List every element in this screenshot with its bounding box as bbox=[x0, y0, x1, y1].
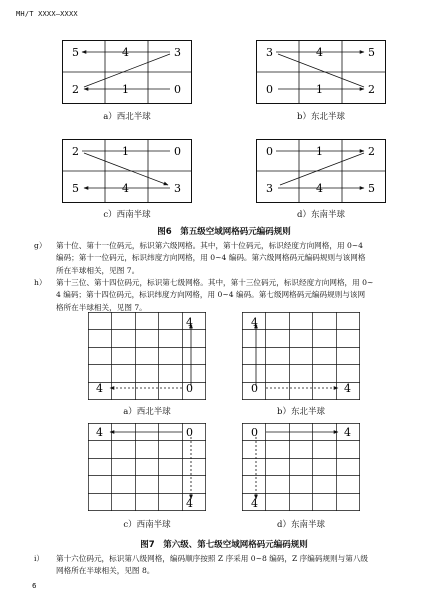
fig6-d-label-br: 5 bbox=[368, 182, 375, 195]
fig6-c-label-br: 3 bbox=[174, 182, 181, 195]
fig7-c-label-origin: 0 bbox=[186, 426, 193, 439]
fig7-d-grid-lines bbox=[242, 423, 360, 511]
document-header: MH/T XXXX—XXXX bbox=[16, 10, 78, 18]
fig7-d-label-right: 4 bbox=[344, 426, 351, 439]
fig7-a-label-left: 4 bbox=[96, 382, 103, 395]
paragraph-i bbox=[34, 553, 438, 578]
fig6-d-label-tr: 2 bbox=[368, 145, 375, 158]
paragraph-h bbox=[34, 277, 438, 314]
fig6-b-label-bc: 1 bbox=[316, 83, 323, 96]
fig7-panel-d-grid bbox=[242, 423, 360, 511]
figure7-title: 图7 第六级、第七级空域网格码元编码规则 bbox=[140, 540, 308, 550]
page-number: 6 bbox=[32, 582, 37, 590]
fig6-b-label-bl: 0 bbox=[266, 83, 273, 96]
fig7-b-label-top: 4 bbox=[251, 316, 258, 329]
fig6-panel-d-grid bbox=[256, 139, 386, 203]
fig7-panel-b-caption: b）东北半球 bbox=[277, 407, 325, 417]
fig6-d-label-tl: 0 bbox=[266, 145, 273, 158]
fig6-a-label-br: 0 bbox=[174, 83, 181, 96]
fig7-panel-c-caption: c）西南半球 bbox=[123, 520, 171, 530]
fig7-d-label-bottom: 4 bbox=[251, 497, 258, 510]
fig7-panel-b-grid bbox=[242, 312, 360, 400]
paragraph-g-line: 第十位、第十一位码元，标识第六级网格。其中，第十位码元，标识经度方向网格，用 0~4 bbox=[56, 241, 363, 250]
fig6-b-label-br: 2 bbox=[368, 83, 375, 96]
fig6-a-label-tl: 5 bbox=[72, 46, 79, 59]
fig6-a-label-bc: 1 bbox=[122, 83, 129, 96]
fig6-a-label-tc: 4 bbox=[122, 46, 129, 59]
fig7-panel-a-grid bbox=[88, 312, 206, 400]
fig6-panel-a-grid bbox=[62, 40, 192, 104]
fig6-b-label-tr: 5 bbox=[368, 46, 375, 59]
fig6-panel-b-grid bbox=[256, 40, 386, 104]
fig7-panel-c-grid bbox=[88, 423, 206, 511]
fig6-d-label-tc: 1 bbox=[316, 145, 323, 158]
paragraph-i-line: 第十六位码元，标识第八级网格，编码顺序按照 Z 序采用 0~8 编码，Z 序编码规则与第八级 bbox=[56, 554, 369, 563]
fig7-b-label-origin: 0 bbox=[251, 382, 258, 395]
fig6-panel-a-caption: a）西北半球 bbox=[103, 112, 151, 122]
figure6-title: 图6 第五级空域网格码元编码规则 bbox=[157, 227, 291, 237]
fig6-panel-c-grid bbox=[62, 139, 192, 203]
fig6-a-label-bl: 2 bbox=[72, 83, 79, 96]
fig6-b-label-tl: 3 bbox=[266, 46, 273, 59]
fig7-b-grid-lines bbox=[242, 312, 360, 400]
fig7-d-label-origin: 0 bbox=[251, 426, 258, 439]
fig7-c-label-bottom: 4 bbox=[186, 497, 193, 510]
fig7-a-label-origin: 0 bbox=[186, 382, 193, 395]
paragraph-g-label: g） bbox=[34, 241, 47, 250]
paragraph-g bbox=[34, 240, 438, 277]
paragraph-g-line: 编码；第十一位码元，标识纬度方向网格，用 0~4 编码。第六级网格码元编码规则与该网格 bbox=[56, 253, 366, 263]
fig6-c-label-tl: 2 bbox=[72, 145, 79, 158]
paragraph-i-label: i） bbox=[34, 554, 45, 563]
fig6-a-label-tr: 3 bbox=[174, 46, 181, 59]
fig6-d-label-bl: 3 bbox=[266, 182, 273, 195]
fig6-c-label-tc: 1 bbox=[122, 145, 129, 158]
fig7-panel-d-caption: d）东南半球 bbox=[277, 520, 325, 530]
paragraph-h-line: 第十三位、第十四位码元，标识第七级网格。其中，第十三位码元，标识经度方向网格，用 0~ bbox=[56, 278, 374, 287]
fig6-c-label-tr: 0 bbox=[174, 145, 181, 158]
fig7-c-label-left: 4 bbox=[96, 426, 103, 439]
fig6-panel-c-caption: c）西南半球 bbox=[103, 210, 151, 220]
paragraph-h-line: 4 编码；第十四位码元，标识纬度方向网格，用 0~4 编码。第七级网格码元编码规则与该网 bbox=[56, 290, 366, 300]
paragraph-h-line: 格所在半球相关，见图 7。 bbox=[56, 302, 147, 312]
paragraph-g-line: 所在半球相关，见图 7。 bbox=[56, 265, 140, 275]
fig6-b-label-tc: 4 bbox=[316, 46, 323, 59]
fig6-c-label-bl: 5 bbox=[72, 182, 79, 195]
fig7-a-label-top: 4 bbox=[186, 316, 193, 329]
fig6-c-label-bc: 4 bbox=[122, 182, 129, 195]
fig6-d-label-bc: 4 bbox=[316, 182, 323, 195]
paragraph-i-line: 网格所在半球相关，见图 8。 bbox=[56, 566, 155, 576]
fig7-panel-a-caption: a）西北半球 bbox=[123, 407, 171, 417]
fig7-b-label-right: 4 bbox=[344, 382, 351, 395]
fig6-panel-d-caption: d）东南半球 bbox=[297, 210, 345, 220]
fig6-panel-b-caption: b）东北半球 bbox=[297, 112, 345, 122]
paragraph-h-label: h） bbox=[34, 278, 47, 287]
